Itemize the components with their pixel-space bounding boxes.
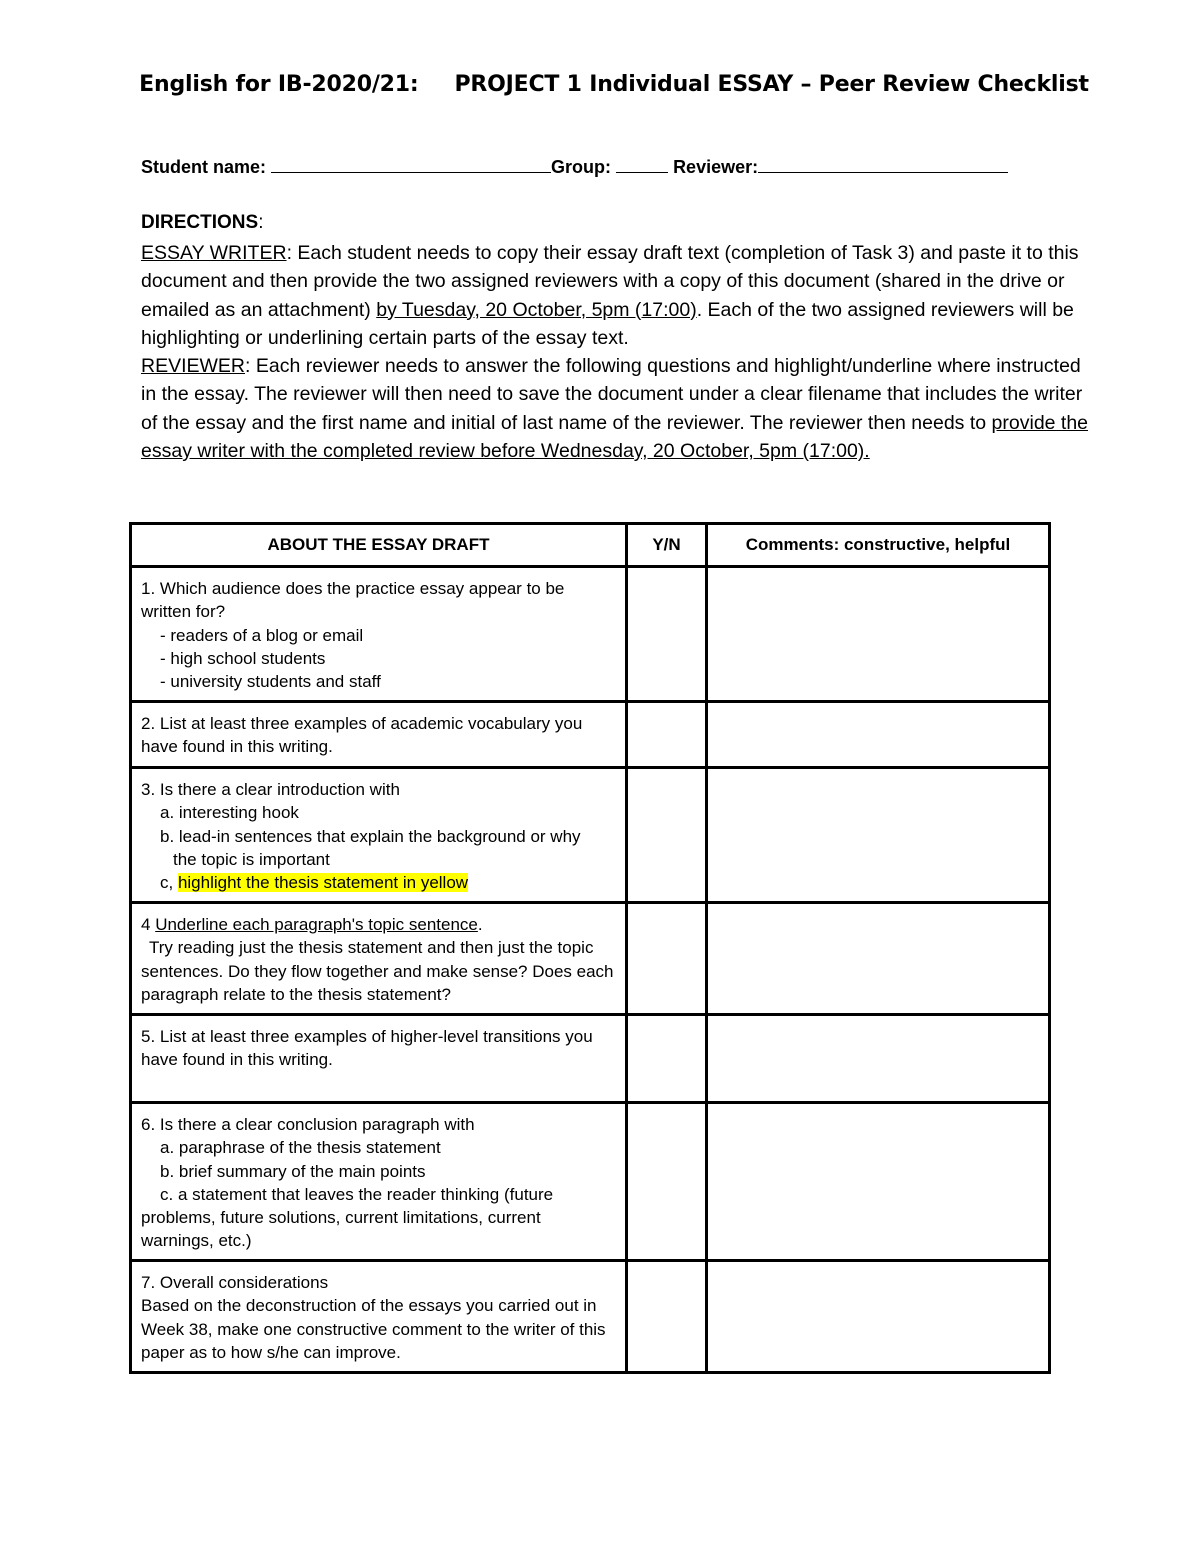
yn-cell[interactable] — [627, 702, 707, 768]
header-about: ABOUT THE ESSAY DRAFT — [131, 524, 627, 567]
essay-writer-label: ESSAY WRITER — [141, 242, 287, 264]
table-row — [131, 903, 1050, 1015]
peer-review-table — [129, 522, 1051, 1374]
table-row — [131, 702, 1050, 768]
table-row — [131, 1261, 1050, 1373]
student-info-line — [141, 156, 1008, 178]
comment-cell[interactable] — [707, 702, 1050, 768]
table-row — [131, 768, 1050, 903]
table-row — [131, 567, 1050, 702]
page-title — [0, 72, 1200, 97]
header-comments: Comments: constructive, helpful — [707, 524, 1050, 567]
yn-cell[interactable] — [627, 567, 707, 702]
table-header-row — [131, 524, 1050, 567]
highlight-thesis: highlight the thesis statement in yellow — [177, 873, 469, 893]
comment-cell[interactable] — [707, 567, 1050, 702]
reviewer-field[interactable] — [758, 156, 1008, 173]
project-title: PROJECT 1 Individual ESSAY – Peer Review Checklist — [454, 72, 1089, 97]
question-4: 4 Underline each paragraph's topic sentence. Try reading just the thesis statement and then just the topic sentences. Do they flow together and make sense? Does each paragraph relate to the thesis statement? — [131, 903, 627, 1015]
yn-cell[interactable] — [627, 1015, 707, 1103]
writer-deadline: by Tuesday, 20 October, 5pm (17:00) — [376, 298, 697, 321]
yn-cell[interactable] — [627, 1261, 707, 1373]
comment-cell[interactable] — [707, 1015, 1050, 1103]
question-3: 3. Is there a clear introduction with a. interesting hook b. lead-in sentences that explain the background or why the topic is important c, highlight the thesis statement in yellow — [131, 768, 627, 903]
group-label: Group: — [551, 157, 612, 177]
reviewer-label: Reviewer: — [673, 157, 759, 177]
directions-heading: DIRECTIONS: — [141, 212, 264, 233]
group-field[interactable] — [616, 156, 668, 173]
question-1: 1. Which audience does the practice essay appear to be written for? - readers of a blog or email - high school students - university students and staff — [131, 567, 627, 702]
table-row — [131, 1015, 1050, 1103]
table-row — [131, 1103, 1050, 1261]
directions-text: ESSAY WRITER: Each student needs to copy their essay draft text (completion of Task 3) and paste it to this document and then provide the two assigned reviewers with a copy of this document (shared in the drive or emailed as an attachment) by Tuesday, 20 October, 5pm (17:00). Each of the two assigned reviewers will be highlighting or underlining certain parts of the essay text. REVIEWER: Each reviewer needs to answer the following questions and highlight/underline where instructed in the essay. The reviewer will then need to save the document under a clear filename that includes the writer of the essay and the first name and initial of last name of the reviewer. The reviewer then needs to provide the essay writer with the completed review before Wednesday, 20 October, 5pm (17:00). — [141, 242, 1089, 463]
yn-cell[interactable] — [627, 1103, 707, 1261]
student-name-label: Student name: — [141, 157, 267, 177]
student-name-field[interactable] — [271, 156, 551, 173]
comment-cell[interactable] — [707, 903, 1050, 1015]
yn-cell[interactable] — [627, 903, 707, 1015]
comment-cell[interactable] — [707, 1261, 1050, 1373]
comment-cell[interactable] — [707, 768, 1050, 903]
reviewer-deadline: provide the essay writer with the completed review before Wednesday, 20 October, 5pm (17:00). — [141, 411, 1089, 463]
yn-cell[interactable] — [627, 768, 707, 903]
question-2: 2. List at least three examples of academic vocabulary you have found in this writing. — [131, 702, 627, 768]
comment-cell[interactable] — [707, 1103, 1050, 1261]
reviewer-section-label: REVIEWER — [141, 355, 246, 378]
question-5: 5. List at least three examples of higher-level transitions you have found in this writing. — [131, 1015, 627, 1103]
course-title: English for IB-2020/21: — [139, 72, 419, 97]
question-7: 7. Overall considerations Based on the deconstruction of the essays you carried out in Week 38, make one constructive comment to the writer of this paper as to how s/he can improve. — [131, 1261, 627, 1373]
header-yn: Y/N — [627, 524, 707, 567]
question-6: 6. Is there a clear conclusion paragraph with a. paraphrase of the thesis statement b. brief summary of the main points c. a statement that leaves the reader thinking (future problems, future solutions, current limitations, current warnings, etc.) — [131, 1103, 627, 1261]
